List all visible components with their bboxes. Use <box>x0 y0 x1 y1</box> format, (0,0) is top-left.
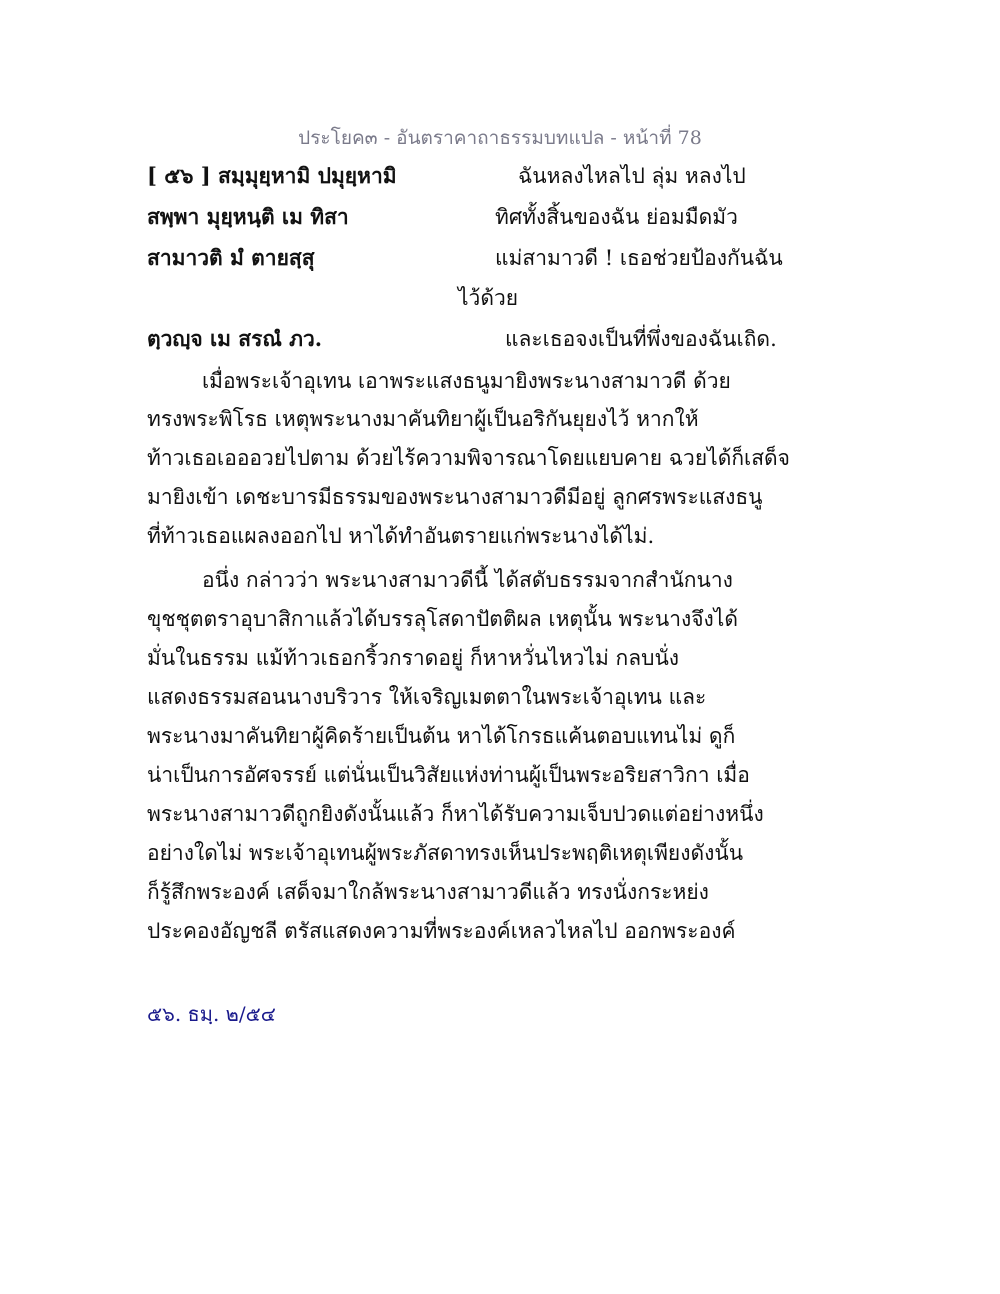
verse-thai: แม่สามาวดี ! เธอช่วยป้องกันฉัน <box>495 246 783 270</box>
verse-line <box>0 242 1000 282</box>
paragraph-line: ท้าวเธอเอออวยไปตาม ด้วยไร้ความพิจารณาโดยแยบคาย ฉวยได้ก็เสด็จ <box>147 446 790 470</box>
verse-line <box>0 323 1000 363</box>
paragraph-line: ก็รู้สึกพระองค์ เสด็จมาใกล้พระนางสามาวดีแล้ว ทรงนั่งกระหย่ง <box>147 880 709 904</box>
verse-continuation: ไว้ด้วย <box>458 286 519 310</box>
paragraph-line: พระนางมาคันทิยาผู้คิดร้ายเป็นต้น หาได้โกรธแค้นตอบแทนไม่ ดูก็ <box>147 724 736 748</box>
paragraph-line: น่าเป็นการอัศจรรย์ แต่นั่นเป็นวิสัยแห่งท่านผู้เป็นพระอริยสาวิกา เมื่อ <box>147 763 750 787</box>
paragraph-line: เมื่อพระเจ้าอุเทน เอาพระแสงธนูมายิงพระนางสามาวดี ด้วย <box>202 369 731 393</box>
paragraph-line: อนึ่ง กล่าวว่า พระนางสามาวดีนี้ ได้สดับธรรมจากสำนักนาง <box>202 568 733 592</box>
paragraph-line: ที่ท้าวเธอแผลงออกไป หาได้ทำอันตรายแก่พระนางได้ไม่. <box>147 524 655 548</box>
paragraph-line: มั่นในธรรม แม้ท้าวเธอกริ้วกราดอยู่ ก็หาหวั่นไหวไม่ กลบนั่ง <box>147 646 680 670</box>
paragraph-line: แสดงธรรมสอนนางบริวาร ให้เจริญเมตตาในพระเจ้าอุเทน และ <box>147 685 707 709</box>
paragraph-line: มายิงเข้า เดชะบารมีธรรมของพระนางสามาวดีมีอยู่ ลูกศรพระแสงธนู <box>147 485 763 509</box>
verse-pali: สพฺพา มุยฺหนฺติ เม ทิสา <box>147 204 349 229</box>
footnote: ๕๖. ธมฺ. ๒/๕๔ <box>147 1002 276 1026</box>
paragraph-line: ทรงพระพิโรธ เหตุพระนางมาคันทิยาผู้เป็นอริกันยุยงไว้ หากให้ <box>147 407 699 431</box>
verse-pali: สามาวติ มํ ตายสฺสุ <box>147 245 315 270</box>
paragraph-line: ขุชชุตตราอุบาสิกาแล้วได้บรรลุโสดาปัตติผล เหตุนั้น พระนางจึงได้ <box>147 607 739 631</box>
verse-pali: ตฺวญฺจ เม สรณํ ภว. <box>147 326 323 351</box>
verse-thai: ฉันหลงไหลไป ลุ่ม หลงไป <box>518 164 746 188</box>
page-header: ประโยค๓ - อันตราคาถาธรรมบทแปล - หน้าที่ 78 <box>298 127 702 149</box>
paragraph-line: ประคองอัญชลี ตรัสแสดงความที่พระองค์เหลวไหลไป ออกพระองค์ <box>147 919 736 943</box>
paragraph-line: พระนางสามาวดีถูกยิงดังนั้นแล้ว ก็หาได้รับความเจ็บปวดแต่อย่างหนึ่ง <box>147 802 764 826</box>
verse-line <box>0 160 1000 200</box>
verse-pali: [ ๕๖ ] สมฺมุยฺหามิ ปมุยฺหามิ <box>147 163 397 188</box>
paragraph-line: อย่างใดไม่ พระเจ้าอุเทนผู้พระภัสดาทรงเห็นประพฤติเหตุเพียงดังนั้น <box>147 841 744 865</box>
verse-thai: และเธอจงเป็นที่พึ่งของฉันเถิด. <box>505 327 777 351</box>
verse-thai: ทิศทั้งสิ้นของฉัน ย่อมมืดมัว <box>495 205 738 229</box>
verse-line <box>0 201 1000 241</box>
